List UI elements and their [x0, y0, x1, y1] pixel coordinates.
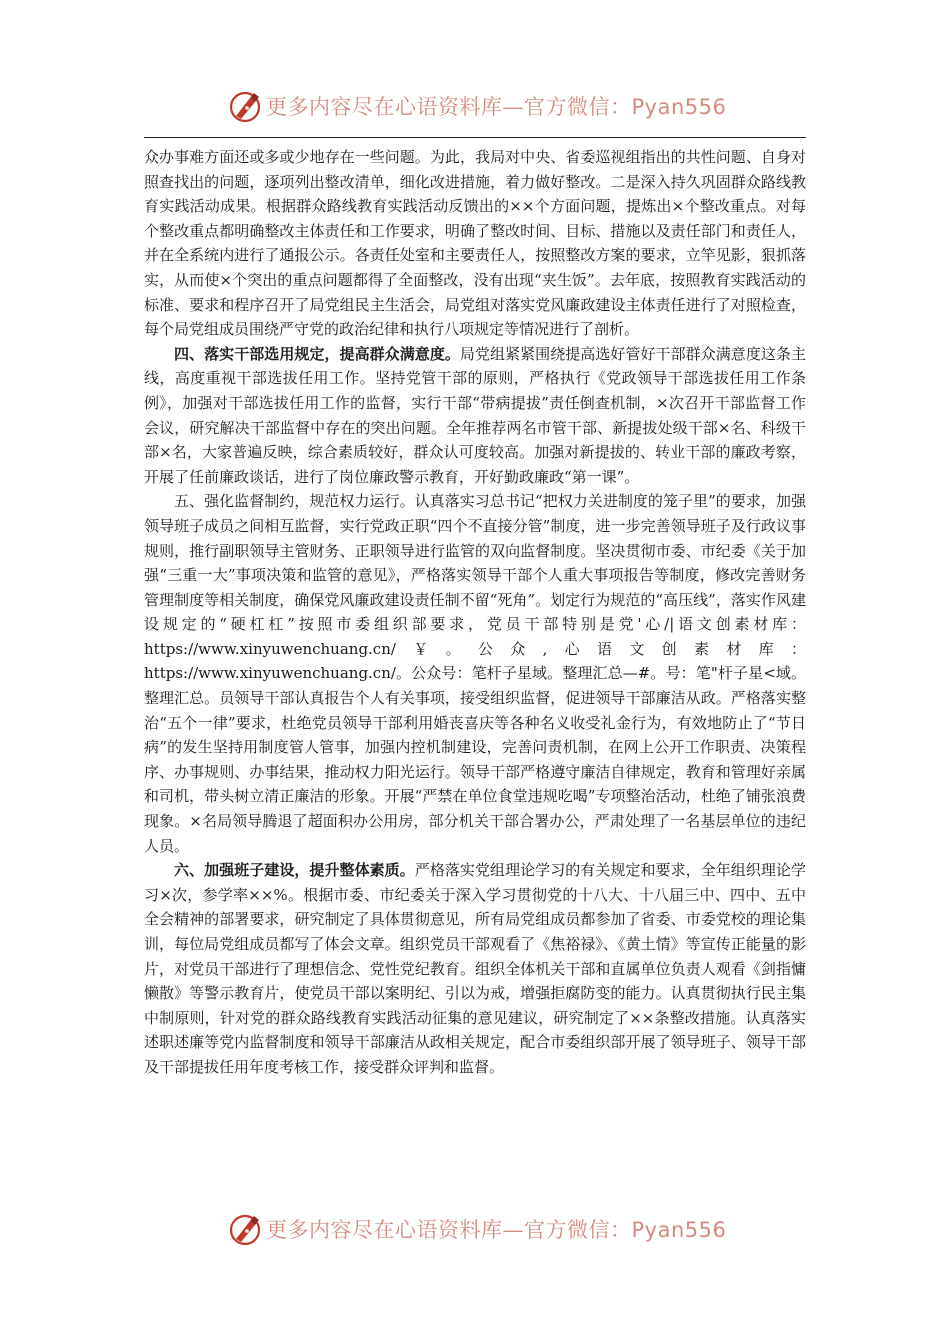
- header-divider: [144, 137, 806, 138]
- paragraph-section-4: 四、落实干部选用规定，提高群众满意度。局党组紧紧围绕提高选好管好干部群众满意度这条主线，高度重视干部选拔任用工作。坚持党管干部的原则，严格执行《党政领导干部选拔任用工作条例》，加强对干部选拔任用工作的监督，实行干部“带病提拔”责任倒查机制，×次召开干部监督工作会议，研究解决干部监督中存在的突出问题。全年推荐两名市管干部、新提拔处级干部×名、科级干部×名，大家普遍反映，综合素质较好，群众认可度较高。加强对新提拔的、转业干部的廉政考察，开展了任前廉政谈话，进行了岗位廉政警示教育，开好勤政廉政“第一课”。: [144, 344, 806, 486]
- paragraph-section-5: 五、强化监督制约，规范权力运行。认真落实习总书记“把权力关进制度的笼子里”的要求，加强领导班子成员之间相互监督，实行党政正职“四个不直接分管”制度，进一步完善领导班子及行政议事规则，推行副职领导主管财务、正职领导进行监管的双向监督制度。坚决贯彻市委、市纪委《关于加强“三重一大”事项决策和监管的意见》，严格落实领导干部个人重大事项报告等制度，修改完善财务管理制度等相关制度，确保党风廉政建设责任制不留“死角”。划定行为规范的“高压线”，落实作风建设规定的“硬杠杠”按照市委组织部要求，党员干部特别是党'心/|语文创素材库：https://www.xinyuwenchuang.cn/￥。公众,心语文创素材库：https://www.xinyuwenchuang.cn/。公众号：笔杆子星域。整理汇总—#。号：笔"杆子星<域。整理汇总。员领导干部认真报告个人有关事项，接受组织监督，促进领导干部廉洁从政。严格落实整治“五个一律”要求，杜绝党员领导干部利用婚丧喜庆等各种名义收受礼金行为，有效地防止了“节日病”的发生坚持用制度管人管事，加强内控机制建设，完善问责机制，在网上公开工作职责、决策程序、办事规则、办事结果，推动权力阳光运行。领导干部严格遵守廉洁自律规定，教育和管理好亲属和司机，带头树立清正廉洁的形象。开展“严禁在单位食堂违规吃喝”专项整治活动，杜绝了铺张浪费现象。×名局领导腾退了超面积办公用房，部分机关干部合署办公，严肃处理了一名基层单位的违纪人员。: [144, 492, 806, 855]
- paragraph-continuation: 众办事难方面还或多或少地存在一些问题。为此，我局对中央、省委巡视组指出的共性问题、自身对照查找出的问题，逐项列出整改清单，细化改进措施，着力做好整改。二是深入持久巩固群众路线教育实践活动成果。根据群众路线教育实践活动反馈出的××个方面问题，提炼出×个整改重点。对每个整改重点都明确整改主体责任和工作要求，明确了整改时间、目标、措施以及责任部门和责任人，并在全系统内进行了通报公示。各责任处室和主要责任人，按照整改方案的要求，立竿见影，狠抓落实，从而使×个突出的重点问题都得了全面整改，没有出现“夹生饭”。去年底，按照教育实践活动的标准、要求和程序召开了局党组民主生活会，局党组对落实党风廉政建设主体责任进行了对照检查，每个局党组成员围绕严守党的政治纪律和执行八项规定等情况进行了剖析。: [144, 148, 806, 339]
- document-body: [144, 145, 806, 1080]
- section-heading: 四、落实干部选用规定，提高群众满意度。: [174, 344, 460, 363]
- banner-text: 更多内容尽在心语资料库—官方微信：Pyan556: [266, 1218, 727, 1242]
- paragraph-section-6: 六、加强班子建设，提升整体素质。严格落实党组理论学习的有关规定和要求，全年组织理论学习×次，参学率××%。根据市委、市纪委关于深入学习贯彻党的十八大、十八届三中、四中、五中全会精神的部署要求，研究制定了具体贯彻意见，所有局党组成员都参加了省委、市委党校的理论集训，每位局党组成员都写了体会文章。组织党员干部观看了《焦裕禄》、《黄土情》等宣传正能量的影片，对党员干部进行了理想信念、党性党纪教育。组织全体机关干部和直属单位负责人观看《剑指慵懒散》等警示教育片，使党员干部以案明纪、引以为戒，增强拒腐防变的能力。认真贯彻执行民主集中制原则，针对党的群众路线教育实践活动征集的意见建议，研究制定了××条整改措施。认真落实述职述廉等党内监督制度和领导干部廉洁从政相关规定，配合市委组织部开展了领导班子、领导干部及干部提拔任用年度考核工作，接受群众评判和监督。: [144, 861, 806, 1076]
- footer-banner: [0, 1209, 950, 1253]
- wechat-id: Pyan556: [631, 1218, 727, 1242]
- header-banner: [0, 86, 950, 130]
- banner-text: 更多内容尽在心语资料库—官方微信：Pyan556: [266, 95, 727, 119]
- section-heading: 六、加强班子建设，提升整体素质。: [174, 861, 415, 880]
- pen-nib-logo-icon: [228, 1211, 264, 1247]
- wechat-id: Pyan556: [631, 95, 727, 119]
- pen-nib-logo-icon: [228, 88, 264, 124]
